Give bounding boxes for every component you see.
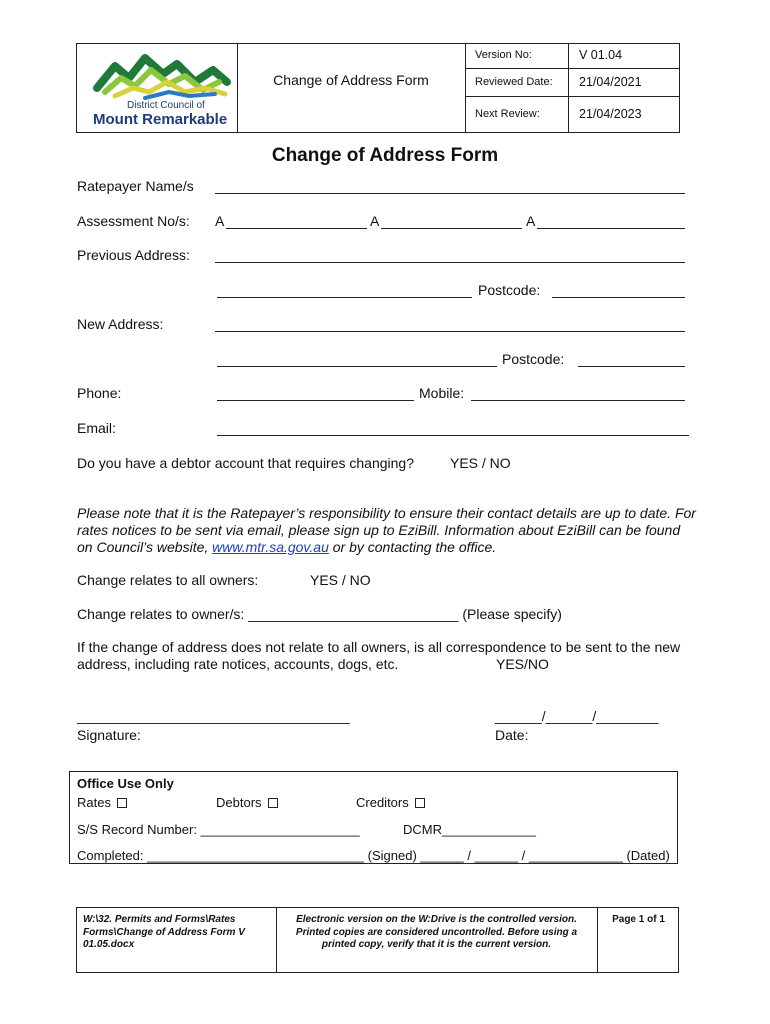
divider [465, 96, 679, 97]
divider [568, 44, 569, 132]
ratepayer-label: Ratepayer Name/s [77, 178, 194, 194]
rates-label: Rates [77, 795, 111, 810]
correspondence-yes-no[interactable]: YES/NO [496, 656, 549, 672]
page-number: Page 1 of 1 [612, 914, 665, 925]
assessment-prefix: A [526, 213, 536, 229]
new-address-field[interactable] [215, 331, 685, 332]
signature-field[interactable]: ___________________________________ [77, 708, 350, 724]
office-heading: Office Use Only [77, 776, 174, 791]
version-label: Version No: [475, 49, 532, 61]
divider [465, 44, 466, 132]
divider [465, 68, 679, 69]
logo-line2: Mount Remarkable [93, 111, 228, 128]
postcode-label: Postcode: [502, 351, 565, 367]
note-text: Please note that it is the Ratepayer’s responsibility to ensure their contact details are up to date. For rates notices to be sent via email, please sign up to EziBill. Information about EziBill can be found on Council’s website, [77, 505, 696, 555]
correspondence-question [77, 639, 697, 673]
correspondence-text: If the change of address does not relate to all owners, is all correspondence to be sent to the new address, including rate notices, accounts, dogs, etc. [77, 639, 681, 672]
record-number-label: S/S Record Number: [77, 822, 197, 837]
page-title: Change of Address Form [271, 145, 499, 166]
previous-address-field-2[interactable] [217, 297, 472, 298]
debtors-checkbox[interactable] [268, 798, 278, 808]
date-field[interactable]: ______/______/________ [495, 708, 659, 724]
controlled-version-notice: Electronic version on the W:Drive is the controlled version. Printed copies are considered uncontrolled. Before using a printed copy, verify that it is the current version. [295, 914, 578, 950]
rates-checkbox[interactable] [117, 798, 127, 808]
dcmr-row [403, 822, 536, 837]
dcmr-label: DCMR [403, 822, 442, 837]
completed-label: Completed: [77, 848, 144, 863]
version-value: V 01.04 [579, 48, 623, 62]
note-text-end: or by contacting the office. [332, 539, 497, 555]
previous-postcode-field[interactable] [552, 297, 685, 298]
owner-hint: (Please specify) [462, 606, 562, 622]
assessment-field-3[interactable] [537, 228, 685, 229]
footer-table [76, 907, 679, 973]
header-table [76, 43, 680, 133]
completed-field[interactable]: ______________________________ [147, 848, 365, 863]
council-website-link[interactable]: www.mtr.sa.gov.au [212, 539, 329, 555]
council-logo [85, 48, 235, 130]
postcode-label: Postcode: [478, 282, 541, 298]
new-address-label: New Address: [77, 316, 164, 332]
office-use-box [69, 771, 678, 864]
assessment-field-1[interactable] [226, 228, 367, 229]
owner-field[interactable]: ___________________________ [248, 606, 459, 622]
ratepayer-field[interactable] [215, 193, 685, 194]
record-number-row [77, 822, 360, 837]
logo-line1: District Council of [127, 100, 205, 111]
debtors-option[interactable] [216, 795, 278, 810]
record-number-field[interactable]: ______________________ [200, 822, 360, 837]
signed-label: (Signed) [367, 848, 417, 863]
new-postcode-field[interactable] [578, 366, 685, 367]
mountain-logo-icon [85, 48, 235, 100]
previous-address-field[interactable] [215, 262, 685, 263]
debtors-label: Debtors [216, 795, 262, 810]
assessment-label: Assessment No/s: [77, 213, 190, 229]
creditors-checkbox[interactable] [415, 798, 425, 808]
creditors-option[interactable] [356, 795, 425, 810]
new-address-field-2[interactable] [217, 366, 497, 367]
responsibility-note [77, 505, 697, 556]
header-form-title: Change of Address Form [273, 72, 429, 88]
file-path: W:\32. Permits and Forms\Rates Forms\Change of Address Form V 01.05.docx [83, 914, 245, 950]
assessment-prefix: A [215, 213, 225, 229]
dated-label: (Dated) [626, 848, 670, 863]
reviewed-value: 21/04/2021 [579, 75, 642, 89]
mobile-label: Mobile: [419, 385, 465, 401]
email-label: Email: [77, 420, 116, 436]
debtor-question: Do you have a debtor account that requires changing? [77, 455, 415, 471]
signature-label: Signature: [77, 727, 141, 743]
owner-specify-row [77, 606, 562, 622]
next-review-value: 21/04/2023 [579, 107, 642, 121]
all-owners-yes-no[interactable]: YES / NO [310, 572, 371, 588]
assessment-field-2[interactable] [381, 228, 522, 229]
phone-label: Phone: [77, 385, 122, 401]
dcmr-field[interactable]: _____________ [442, 822, 536, 837]
owner-label: Change relates to owner/s: [77, 606, 245, 622]
mobile-field[interactable] [471, 400, 685, 401]
reviewed-label: Reviewed Date: [475, 76, 553, 88]
date-label: Date: [495, 727, 529, 743]
completed-row [77, 848, 670, 863]
completed-date-field[interactable]: ______ / ______ / _____________ [420, 848, 623, 863]
creditors-label: Creditors [356, 795, 409, 810]
phone-field[interactable] [217, 400, 414, 401]
email-field[interactable] [217, 435, 689, 436]
divider [237, 44, 238, 132]
previous-address-label: Previous Address: [77, 247, 190, 263]
all-owners-label: Change relates to all owners: [77, 572, 259, 588]
next-review-label: Next Review: [475, 108, 540, 120]
assessment-prefix: A [370, 213, 380, 229]
rates-option[interactable] [77, 795, 127, 810]
debtor-yes-no[interactable]: YES / NO [450, 455, 511, 471]
